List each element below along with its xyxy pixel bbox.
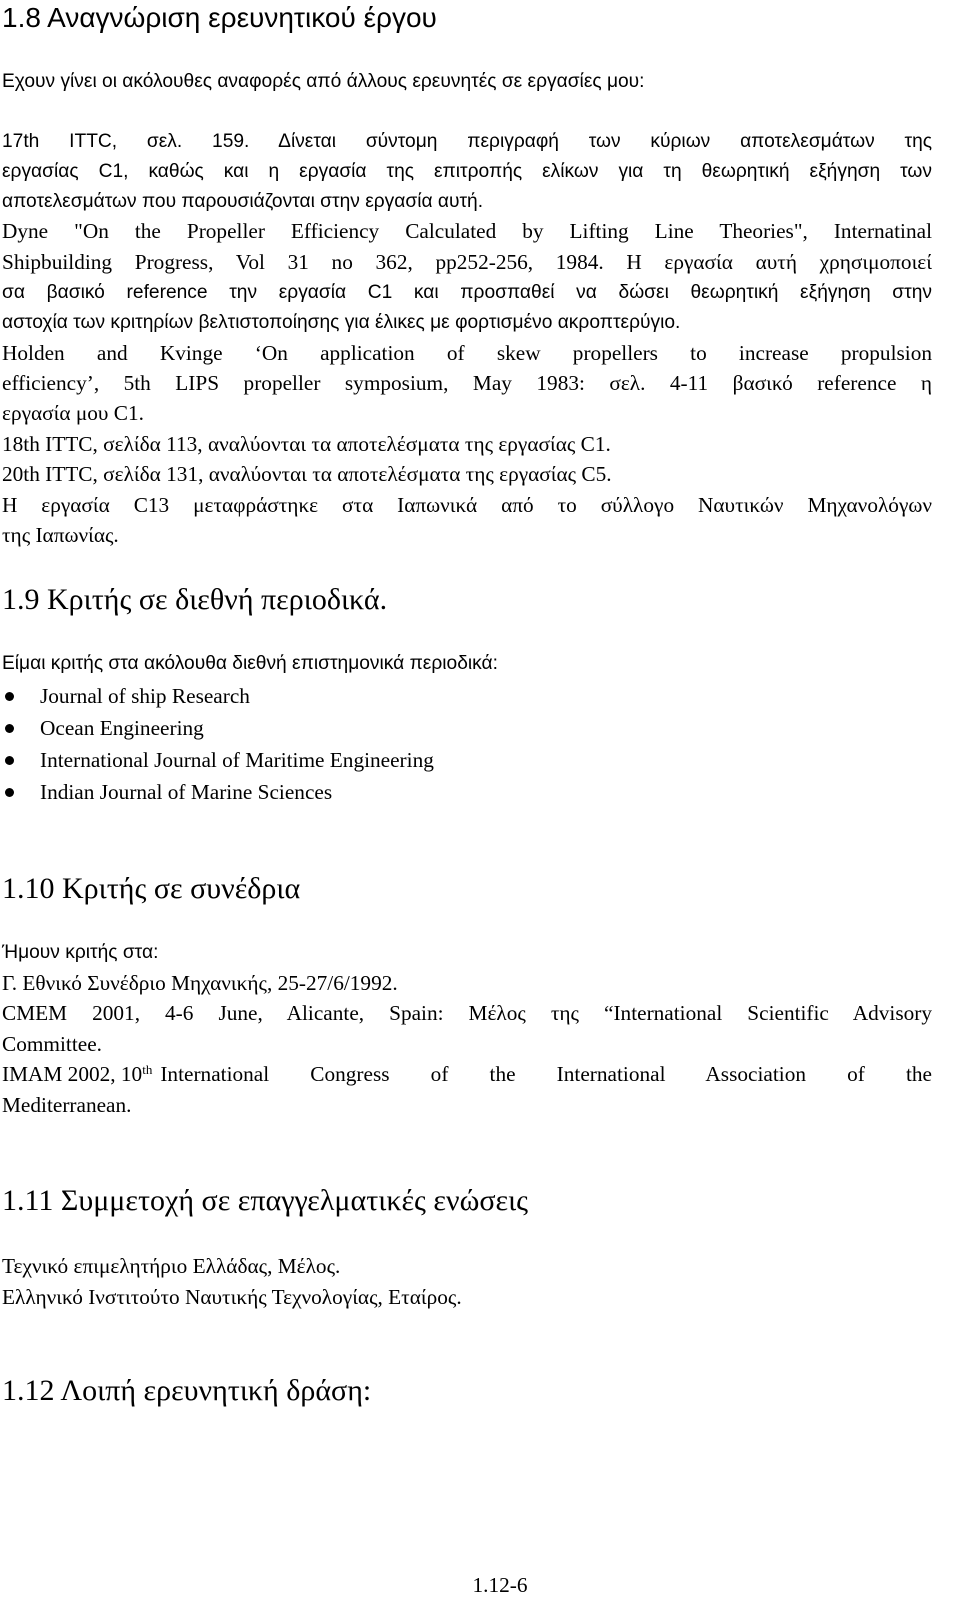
paragraph-line: CMEM 2001, 4-6 June, Alicante, Spain: Μέλος της “International Scientific Advisory <box>2 1001 932 1025</box>
bullet-icon <box>5 756 14 765</box>
paragraph-line: Holden and Kvinge ‘On application of skew propellers to increase propulsion <box>2 341 932 365</box>
bullet-icon <box>5 724 14 733</box>
paragraph-line: Τεχνικό επιμελητήριο Ελλάδας, Μέλος. <box>2 1254 341 1278</box>
paragraph-line: Γ. Εθνικό Συνέδριο Μηχανικής, 25-27/6/1992. <box>2 971 398 995</box>
journal-name: Journal of ship Research <box>40 684 250 708</box>
line-fragment <box>2 1061 152 1087</box>
paragraph-line: Dyne "On the Propeller Efficiency Calculated by Lifting Line Theories", Internatinal <box>2 219 932 243</box>
paragraph-line: σα βασικό reference την εργασία C1 και προσπαθεί να δώσει θεωρητική εξήγηση στην <box>2 282 932 303</box>
paragraph-line: 20th ITTC, σελίδα 131, αναλύονται τα αποτελέσματα της εργασίας C5. <box>2 462 612 486</box>
paragraph-line: αποτελεσμάτων που παρουσιάζονται στην εργασία αυτή. <box>2 191 484 212</box>
section-heading-1-10: 1.10 Κριτής σε συνέδρια <box>2 872 301 905</box>
list-item <box>0 715 700 743</box>
bullet-icon <box>5 692 14 701</box>
paragraph-line: της Ιαπωνίας. <box>2 523 119 547</box>
paragraph-line: Ελληνικό Ινστιτούτο Ναυτικής Τεχνολογίας, Εταίρος. <box>2 1285 462 1309</box>
paragraph-line <box>2 1061 932 1087</box>
paragraph-line: Mediterranean. <box>2 1093 132 1117</box>
list-item <box>0 683 700 711</box>
section-heading-1-9: 1.9 Κριτής σε διεθνή περιοδικά. <box>2 583 388 616</box>
bullet-icon <box>5 788 14 797</box>
paragraph-line: 18th ITTC, σελίδα 113, αναλύονται τα αποτελέσματα της εργασίας C1. <box>2 432 611 456</box>
paragraph-line: εργασίας C1, καθώς και η εργασία της επιτροπής ελίκων για τη θεωρητική εξήγηση των <box>2 161 932 182</box>
list-item <box>0 779 700 807</box>
journal-name: International Journal of Maritime Engineering <box>40 748 434 772</box>
journal-name: Ocean Engineering <box>40 716 204 740</box>
paragraph-line: αστοχία των κριτηρίων βελτιστοποίησης για έλικες με φορτισμένο ακροπτερύγιο. <box>2 312 681 333</box>
section-1-10-intro: Ήμουν κριτής στα: <box>2 942 159 963</box>
section-heading-1-12: 1.12 Λοιπή ερευνητική δράση: <box>2 1374 372 1407</box>
section-1-9-intro: Είμαι κριτής στα ακόλουθα διεθνή επιστημονικά περιοδικά: <box>2 653 498 674</box>
journal-name: Indian Journal of Marine Sciences <box>40 780 333 804</box>
paragraph-line: Shipbuilding Progress, Vol 31 no 362, pp252-256, 1984. Η εργασία αυτή χρησιμοποιεί <box>2 250 932 274</box>
superscript: th <box>142 1062 153 1077</box>
list-item <box>0 747 700 775</box>
section-heading-1-11: 1.11 Συμμετοχή σε επαγγελματικές ενώσεις <box>2 1184 529 1217</box>
paragraph-line: Committee. <box>2 1032 102 1056</box>
paragraph-line: εργασία μου C1. <box>2 401 144 425</box>
page-number: 1.12-6 <box>472 1573 528 1597</box>
line-fragment-text: International Congress of the International Association of the <box>160 1062 932 1086</box>
paragraph-line: efficiency’, 5th LIPS propeller symposium, May 1983: σελ. 4-11 βασικό reference η <box>2 371 932 395</box>
section-1-8-intro: Εχουν γίνει οι ακόλουθες αναφορές από άλλους ερευνητές σε εργασίες μου: <box>2 71 645 92</box>
line-fragment-text: IMAM 2002, 10 <box>2 1062 143 1086</box>
paragraph-line: Η εργασία C13 μεταφράστηκε στα Ιαπωνικά από το σύλλογο Ναυτικών Μηχανολόγων <box>2 493 932 517</box>
paragraph-line: 17th ITTC, σελ. 159. Δίνεται σύντομη περιγραφή των κύριων αποτελεσμάτων της <box>2 131 932 152</box>
section-heading-1-8: 1.8 Αναγνώριση ερευνητικού έργου <box>2 2 437 33</box>
